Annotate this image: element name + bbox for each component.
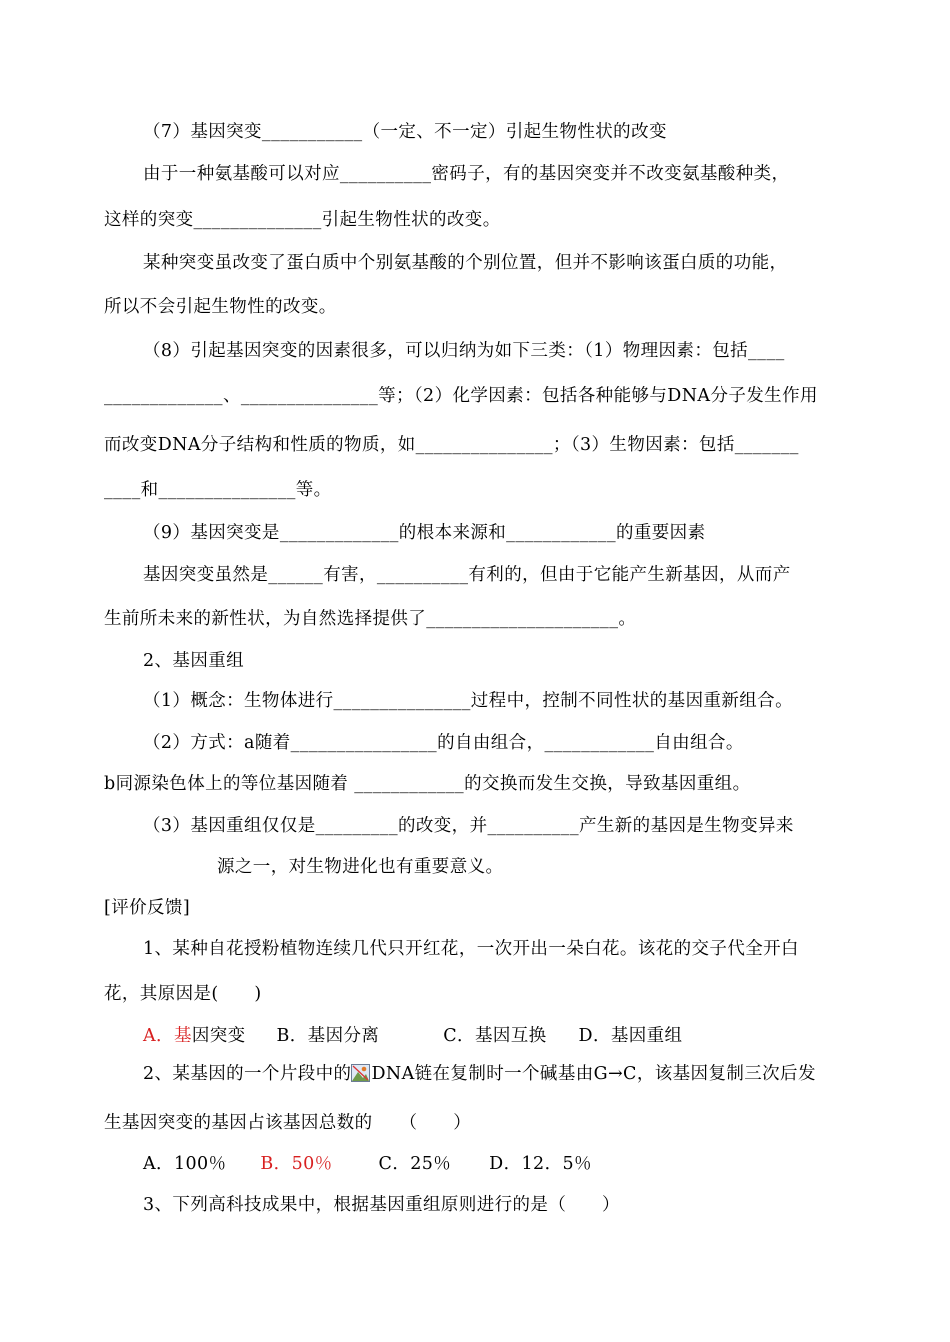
line-9-selection: 生前所未来的新性状，为自然选择提供了_____________________。 — [104, 609, 637, 629]
line-codon: 由于一种氨基酸可以对应__________密码子，有的基因突变并不改变氨基酸种类， — [143, 164, 790, 184]
line-recombination-3-cont: 源之一，对生物进化也有重要意义。 — [217, 857, 504, 877]
option-a-rest: 因突变 — [191, 1026, 246, 1046]
q2-option-b: B．50％ — [260, 1154, 333, 1174]
line-8-factors: （8）引起基因突变的因素很多，可以归纳为如下三类：（1）物理因素：包括____ — [143, 341, 785, 361]
line-8-chemical: _____________、_______________等；（2）化学因素：包括各种能够与DNA分子发生作用 — [104, 386, 818, 406]
line-method-a: （2）方式：a随着________________的自由组合，____________自由组合。 — [143, 733, 744, 753]
question-2 — [143, 1062, 816, 1086]
question-2-before: 2、某基因的一个片段中的 — [143, 1064, 352, 1084]
option-a-highlight: A．基 — [143, 1026, 192, 1046]
heading-recombination: 2、基因重组 — [143, 651, 245, 671]
question-1: 1、某种自花授粉植物连续几代只开红花，一次开出一朵白花。该花的交子代全开白 — [143, 939, 799, 959]
line-9-source: （9）基因突变是_____________的根本来源和____________的重要因素 — [143, 523, 706, 543]
line-8-biological: 而改变DNA分子结构和性质的物质，如_______________；（3）生物因素：包括_______ — [104, 435, 799, 455]
line-method-b: b同源染色体上的等位基因随着 ____________的交换而发生交换，导致基因重组。 — [104, 774, 751, 794]
question-2-cont: 生基因突变的基因占该基因总数的 （ ） — [104, 1113, 472, 1133]
option-b: B．基因分离 — [276, 1026, 380, 1046]
option-d: D．基因重组 — [578, 1026, 683, 1046]
question-2-after: DNA链在复制时一个碱基由G→C，该基因复制三次后发 — [371, 1064, 816, 1084]
broken-image-icon — [351, 1064, 370, 1082]
line-mutation-type: 这样的突变______________引起生物性状的改变。 — [104, 210, 501, 230]
q2-option-c: C．25％ — [378, 1154, 452, 1174]
line-9-harmful: 基因突变虽然是______有害，__________有利的，但由于它能产生新基因，从而产 — [143, 565, 791, 585]
line-protein: 某种突变虽改变了蛋白质中个别氨基酸的个别位置，但并不影响该蛋白质的功能， — [143, 253, 788, 273]
question-1-cont: 花，其原因是( ) — [104, 984, 262, 1004]
option-c: C．基因互换 — [443, 1026, 547, 1046]
question-2-options — [143, 1152, 592, 1176]
question-1-options — [143, 1024, 682, 1048]
line-concept: （1）概念：生物体进行_______________过程中，控制不同性状的基因重新组合。 — [143, 691, 793, 711]
line-8-end: ____和_______________等。 — [104, 480, 332, 500]
line-7-mutation-effect: （7）基因突变___________（一定、不一定）引起生物性状的改变 — [143, 122, 667, 142]
line-no-change: 所以不会引起生物性的改变。 — [104, 297, 337, 317]
q2-option-a: A．100％ — [143, 1154, 227, 1174]
heading-feedback: [评价反馈] — [104, 898, 191, 918]
line-recombination-3: （3）基因重组仅仅是_________的改变，并__________产生新的基因是生物变异来 — [143, 816, 794, 836]
q2-option-d: D．12．5％ — [489, 1154, 592, 1174]
question-3: 3、下列高科技成果中，根据基因重组原则进行的是（ ） — [143, 1195, 620, 1215]
